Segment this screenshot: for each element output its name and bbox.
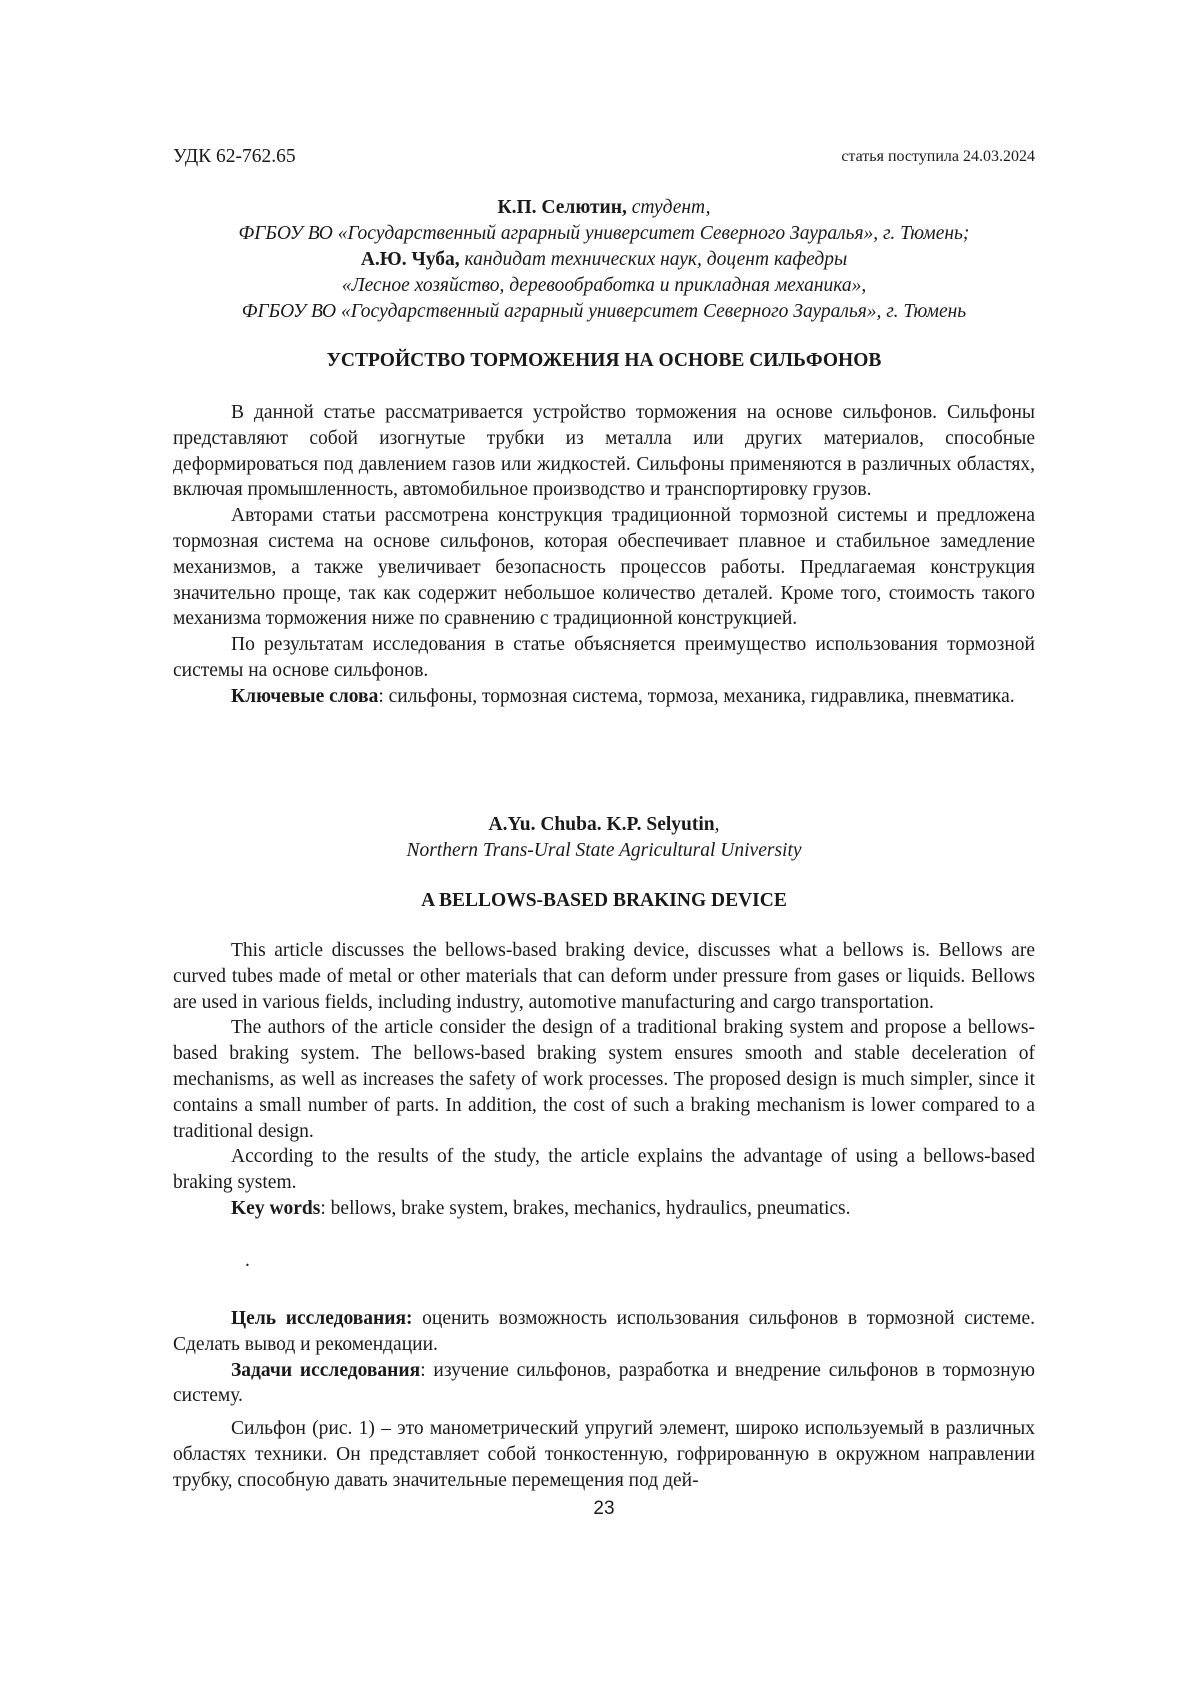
article-title-en: A BELLOWS-BASED BRAKING DEVICE	[173, 890, 1035, 912]
author2-line	[173, 247, 1035, 273]
abstract-ru-paragraph-1: В данной статье рассматривается устройство торможения на основе сильфонов. Сильфоны представляют собой изогнутые трубки из металла или других материалов, способные деформироваться под давлением газов или жидкостей. Сильфоны применяются в различных областях, включая промышленность, автомобильное производство и транспортировку грузов.	[173, 400, 1035, 503]
abstract-en-paragraph-3: According to the results of the study, the article explains the advantage of using a bellows-based braking system.	[173, 1144, 1035, 1196]
authors-en-comma: ,	[715, 814, 720, 835]
authors-en-names: A.Yu. Chuba. K.P. Selyutin	[488, 814, 714, 835]
trailing-dot: .	[245, 1250, 250, 1272]
author2-org: ФГБОУ ВО «Государственный аграрный университет Северного Зауралья», г. Тюмень	[173, 299, 1035, 325]
bellows-paragraph: Сильфон (рис. 1) – это манометрический упругий элемент, широко используемый в различных областях техники. Он представляет собой тонкостенную, гофрированную в окружном направлении трубку, способную давать значительные перемещения под дей-	[173, 1416, 1035, 1493]
goal-label: Цель исследования:	[231, 1308, 413, 1329]
goal-paragraph	[173, 1306, 1035, 1358]
keywords-ru	[173, 684, 1035, 710]
author1-org: ФГБОУ ВО «Государственный аграрный университет Северного Зауралья», г. Тюмень;	[173, 221, 1035, 247]
keywords-ru-label: Ключевые слова	[231, 686, 378, 707]
header-row	[173, 146, 1035, 176]
keywords-en	[173, 1196, 1035, 1222]
page-number: 23	[173, 1498, 1035, 1520]
body-text	[173, 1306, 1035, 1494]
abstract-ru-paragraph-3: По результатам исследования в статье объясняется преимущество использования тормозной системы на основе сильфонов.	[173, 632, 1035, 684]
keywords-en-label: Key words	[231, 1198, 320, 1219]
author2-role: кандидат технических наук, доцент кафедры	[460, 249, 848, 270]
abstract-en-paragraph-2: The authors of the article consider the design of a traditional braking system and propose a bellows-based braking system. The bellows-based braking system ensures smooth and stable deceleration of mechanisms, as well as increases the safety of work processes. The proposed design is much simpler, since it contains a small number of parts. In addition, the cost of such a braking mechanism is lower compared to a traditional design.	[173, 1015, 1035, 1144]
abstract-ru	[173, 400, 1035, 710]
received-date: статья поступила 24.03.2024	[841, 148, 1035, 166]
authors-en-line	[173, 812, 1035, 838]
abstract-en-paragraph-1: This article discusses the bellows-based braking device, discusses what a bellows is. Bellows are curved tubes made of metal or other materials that can deform under pressure from gases or liquids. Bellows are used in various fields, including industry, automotive manufacturing and cargo transportation.	[173, 938, 1035, 1015]
author1-role: студент,	[627, 197, 711, 218]
udk-code: УДК 62-762.65	[173, 146, 296, 168]
abstract-en	[173, 938, 1035, 1222]
goal-text: оценить возможность использования сильфонов в тормозной системе. Сделать вывод и рекомендации.	[173, 1308, 1035, 1355]
authors-ru	[173, 195, 1035, 325]
tasks-label: Задачи исследования	[231, 1360, 420, 1381]
author1-name: К.П. Селютин,	[497, 197, 626, 218]
authors-en-org: Northern Trans-Ural State Agricultural University	[173, 838, 1035, 864]
tasks-paragraph	[173, 1358, 1035, 1410]
keywords-ru-text: : сильфоны, тормозная система, тормоза, механика, гидравлика, пневматика.	[378, 686, 1014, 707]
author2-dept: «Лесное хозяйство, деревообработка и прикладная механика»,	[173, 273, 1035, 299]
article-title-ru: УСТРОЙСТВО ТОРМОЖЕНИЯ НА ОСНОВЕ СИЛЬФОНОВ	[173, 350, 1035, 372]
abstract-ru-paragraph-2: Авторами статьи рассмотрена конструкция традиционной тормозной системы и предложена тормозная система на основе сильфонов, которая обеспечивает плавное и стабильное замедление механизмов, а также увеличивает безопасность процессов работы. Предлагаемая конструкция значительно проще, так как содержит небольшое количество деталей. Кроме того, стоимость такого механизма торможения ниже по сравнению с традиционной конструкцией.	[173, 503, 1035, 632]
author1-line	[173, 195, 1035, 221]
authors-en	[173, 812, 1035, 864]
author2-name: А.Ю. Чуба,	[361, 249, 460, 270]
tasks-text: : изучение сильфонов, разработка и внедрение сильфонов в тормозную систему.	[173, 1360, 1035, 1407]
keywords-en-text: : bellows, brake system, brakes, mechanics, hydraulics, pneumatics.	[320, 1198, 850, 1219]
